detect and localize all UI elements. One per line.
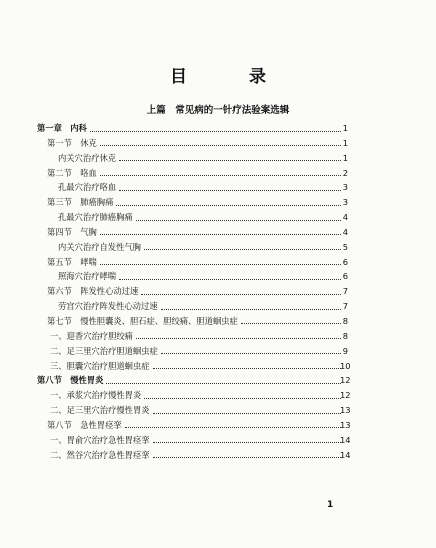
toc-entry-label: 孔最穴治疗肺癌胸痛 <box>58 210 135 225</box>
toc-entry-page: 12 <box>340 375 351 386</box>
toc-entry-page: 1 <box>342 137 348 148</box>
toc-entry-page: 8 <box>342 330 348 341</box>
toc-entry <box>0 388 436 403</box>
toc-entry-page: 8 <box>342 315 348 326</box>
toc-entry <box>0 329 436 344</box>
dot-leader <box>100 145 341 146</box>
toc-entry-page: 6 <box>342 271 348 282</box>
toc-entry <box>0 344 436 359</box>
toc-entry <box>0 136 436 151</box>
toc-entry-label: 内关穴治疗休克 <box>58 151 118 166</box>
dot-leader <box>125 427 341 428</box>
toc-entry-label: 二、足三里穴治疗慢性胃炎 <box>50 403 152 418</box>
toc-entry-label: 第六节 阵发性心动过速 <box>47 284 140 299</box>
toc-entry-page: 2 <box>342 167 348 178</box>
toc-entry <box>0 121 436 136</box>
toc-entry-page: 14 <box>340 449 351 460</box>
toc-entry-page: 4 <box>342 226 348 237</box>
toc-entry-label: 第二节 咯血 <box>47 166 99 181</box>
toc-entry-page: 9 <box>342 345 348 356</box>
toc-entry-page: 7 <box>342 286 348 297</box>
toc-entry-label: 孔最穴治疗咯血 <box>58 180 118 195</box>
toc-entry-label: 第一章 内科 <box>37 121 89 136</box>
dot-leader <box>106 383 341 384</box>
toc-entry <box>0 210 436 225</box>
dot-leader <box>136 220 341 221</box>
page-number: 1 <box>327 500 334 510</box>
toc-entry <box>0 448 436 463</box>
dot-leader <box>119 279 341 280</box>
dot-leader <box>161 309 341 310</box>
table-of-contents <box>0 121 436 462</box>
toc-entry <box>0 314 436 329</box>
dot-leader <box>144 398 341 399</box>
dot-leader <box>136 338 341 339</box>
toc-entry-label: 第五节 哮喘 <box>47 255 99 270</box>
dot-leader <box>119 160 341 161</box>
toc-entry-page: 10 <box>340 360 351 371</box>
toc-entry <box>0 225 436 240</box>
toc-entry-page: 4 <box>342 212 348 223</box>
toc-entry <box>0 359 436 374</box>
toc-entry <box>0 151 436 166</box>
toc-entry-page: 5 <box>342 241 348 252</box>
dot-leader <box>100 175 341 176</box>
toc-entry-page: 1 <box>342 152 348 163</box>
toc-entry-label: 第七节 慢性胆囊炎、胆石症、胆绞痛、胆道蛔虫症 <box>47 314 240 329</box>
toc-entry-label: 一、胃俞穴治疗急性胃痉挛 <box>50 433 152 448</box>
toc-entry <box>0 403 436 418</box>
toc-entry-label: 照海穴治疗哮喘 <box>58 269 118 284</box>
toc-entry <box>0 418 436 433</box>
toc-entry-page: 3 <box>342 197 348 208</box>
toc-entry-label: 第三节 肺癌胸痛 <box>47 195 115 210</box>
toc-entry-label: 劳宫穴治疗阵发性心动过速 <box>58 299 160 314</box>
dot-leader <box>153 368 341 369</box>
toc-entry-label: 第四节 气胸 <box>47 225 99 240</box>
toc-entry-label: 第一节 休克 <box>47 136 99 151</box>
toc-entry-page: 13 <box>340 419 351 430</box>
toc-entry <box>0 269 436 284</box>
toc-entry-label: 第八节 急性胃痉挛 <box>47 418 124 433</box>
toc-entry-page: 7 <box>342 301 348 312</box>
toc-entry-page: 6 <box>342 256 348 267</box>
toc-entry <box>0 180 436 195</box>
toc-entry-page: 12 <box>340 390 351 401</box>
dot-leader <box>153 413 341 414</box>
toc-entry-label: 第八节 慢性胃炎 <box>37 373 105 388</box>
dot-leader <box>144 249 341 250</box>
toc-entry-label: 三、胆囊穴治疗胆道蛔虫症 <box>50 359 152 374</box>
toc-entry-page: 14 <box>340 434 351 445</box>
toc-entry <box>0 195 436 210</box>
toc-entry <box>0 284 436 299</box>
dot-leader <box>116 205 341 206</box>
toc-entry-page: 13 <box>340 405 351 416</box>
part-title: 上篇 常见病的一针疗法验案选辑 <box>146 105 290 116</box>
dot-leader <box>100 234 341 235</box>
toc-entry-label: 一、承浆穴治疗慢性胃炎 <box>50 388 143 403</box>
dot-leader <box>241 323 341 324</box>
toc-entry-label: 一、迎香穴治疗胆绞痛 <box>50 329 135 344</box>
toc-entry-label: 二、然谷穴治疗急性胃痉挛 <box>50 448 152 463</box>
toc-entry-page: 3 <box>342 182 348 193</box>
dot-leader <box>100 264 341 265</box>
toc-entry-label: 二、足三里穴治疗胆道蛔虫症 <box>50 344 160 359</box>
toc-entry <box>0 373 436 388</box>
dot-leader <box>161 353 341 354</box>
dot-leader <box>119 190 341 191</box>
toc-entry <box>0 433 436 448</box>
toc-entry <box>0 255 436 270</box>
dot-leader <box>153 442 341 443</box>
dot-leader <box>153 457 341 458</box>
dot-leader <box>141 294 341 295</box>
toc-entry <box>0 299 436 314</box>
toc-entry-label: 内关穴治疗自发性气胸 <box>58 240 143 255</box>
page-title: 目 录 <box>170 67 294 87</box>
toc-entry <box>0 166 436 181</box>
dot-leader <box>90 131 341 132</box>
toc-entry <box>0 240 436 255</box>
toc-entry-page: 1 <box>342 123 348 133</box>
